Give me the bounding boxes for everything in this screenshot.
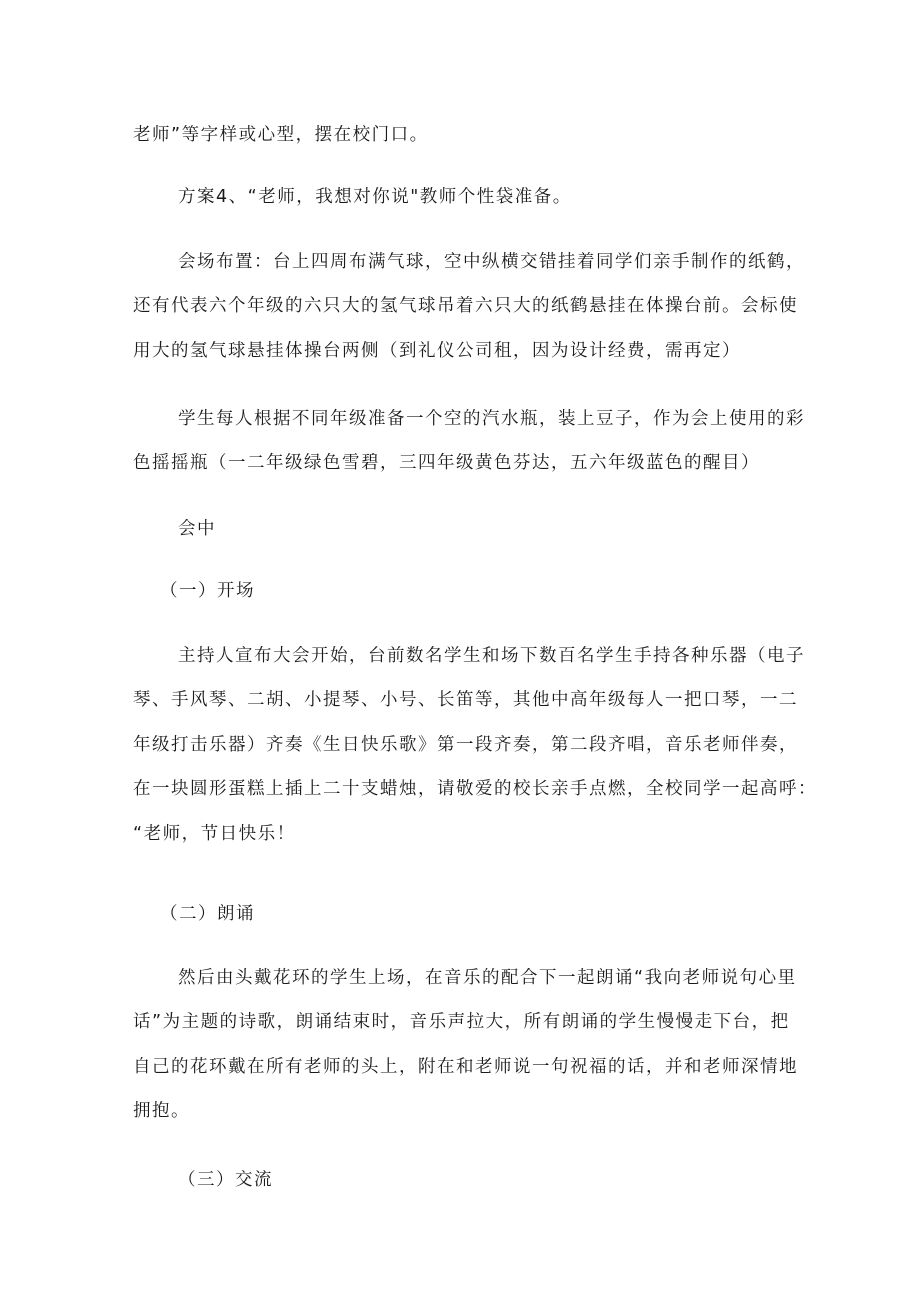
text-line: 然后由头戴花环的学生上场，在音乐的配合下一起朗诵“我向老师说句心里 (178, 968, 797, 988)
text-line: 主持人宣布大会开始，台前数名学生和场下数百名学生手持各种乐器（电子 (178, 646, 805, 666)
text-line: 年级打击乐器）齐奏《生日快乐歌》第一段齐奏，第二段齐唱，音乐老师伴奏， (133, 735, 798, 755)
text-line: 琴、手风琴、二胡、小提琴、小号、长笛等，其他中高年级每人一把口琴，一二 (133, 690, 798, 710)
text-line: 自己的花环戴在所有老师的头上，附在和老师说一句祝福的话，并和老师深情地 (133, 1057, 798, 1077)
plan-4-heading: 方案4、“老师，我想对你说"教师个性袋准备。 (178, 187, 572, 207)
section-heading-meeting: 会中 (178, 519, 216, 539)
text-line: 在一块圆形蛋糕上插上二十支蜡烛，请敬爱的校长亲手点燃，全校同学一起高呼： (133, 779, 817, 799)
text-line: 话”为主题的诗歌，朗诵结束时，音乐声拉大，所有朗诵的学生慢慢走下台，把 (133, 1012, 790, 1032)
text-line: 还有代表六个年级的六只大的氢气球吊着六只大的纸鹤悬挂在体操台前。会标使 (133, 296, 798, 316)
text-line: 会场布置：台上四周布满气球，空中纵横交错挂着同学们亲手制作的纸鹤， (178, 252, 805, 272)
section-heading-recitation: （二）朗诵 (160, 904, 255, 924)
text-line: “老师，节日快乐！ (133, 824, 296, 844)
text-line: 拥抱。 (133, 1101, 190, 1121)
text-line: 色摇摇瓶（一二年级绿色雪碧，三四年级黄色芬达，五六年级蓝色的醒目） (133, 453, 760, 473)
text-line: 学生每人根据不同年级准备一个空的汽水瓶，装上豆子，作为会上使用的彩 (178, 409, 805, 429)
text-line: 老师”等字样或心型，摆在校门口。 (133, 125, 429, 145)
section-heading-opening: （一）开场 (160, 581, 255, 601)
text-line: 用大的氢气球悬挂体操台两侧（到礼仪公司租，因为设计经费，需再定） (133, 341, 741, 361)
section-heading-exchange: （三）交流 (178, 1170, 273, 1190)
